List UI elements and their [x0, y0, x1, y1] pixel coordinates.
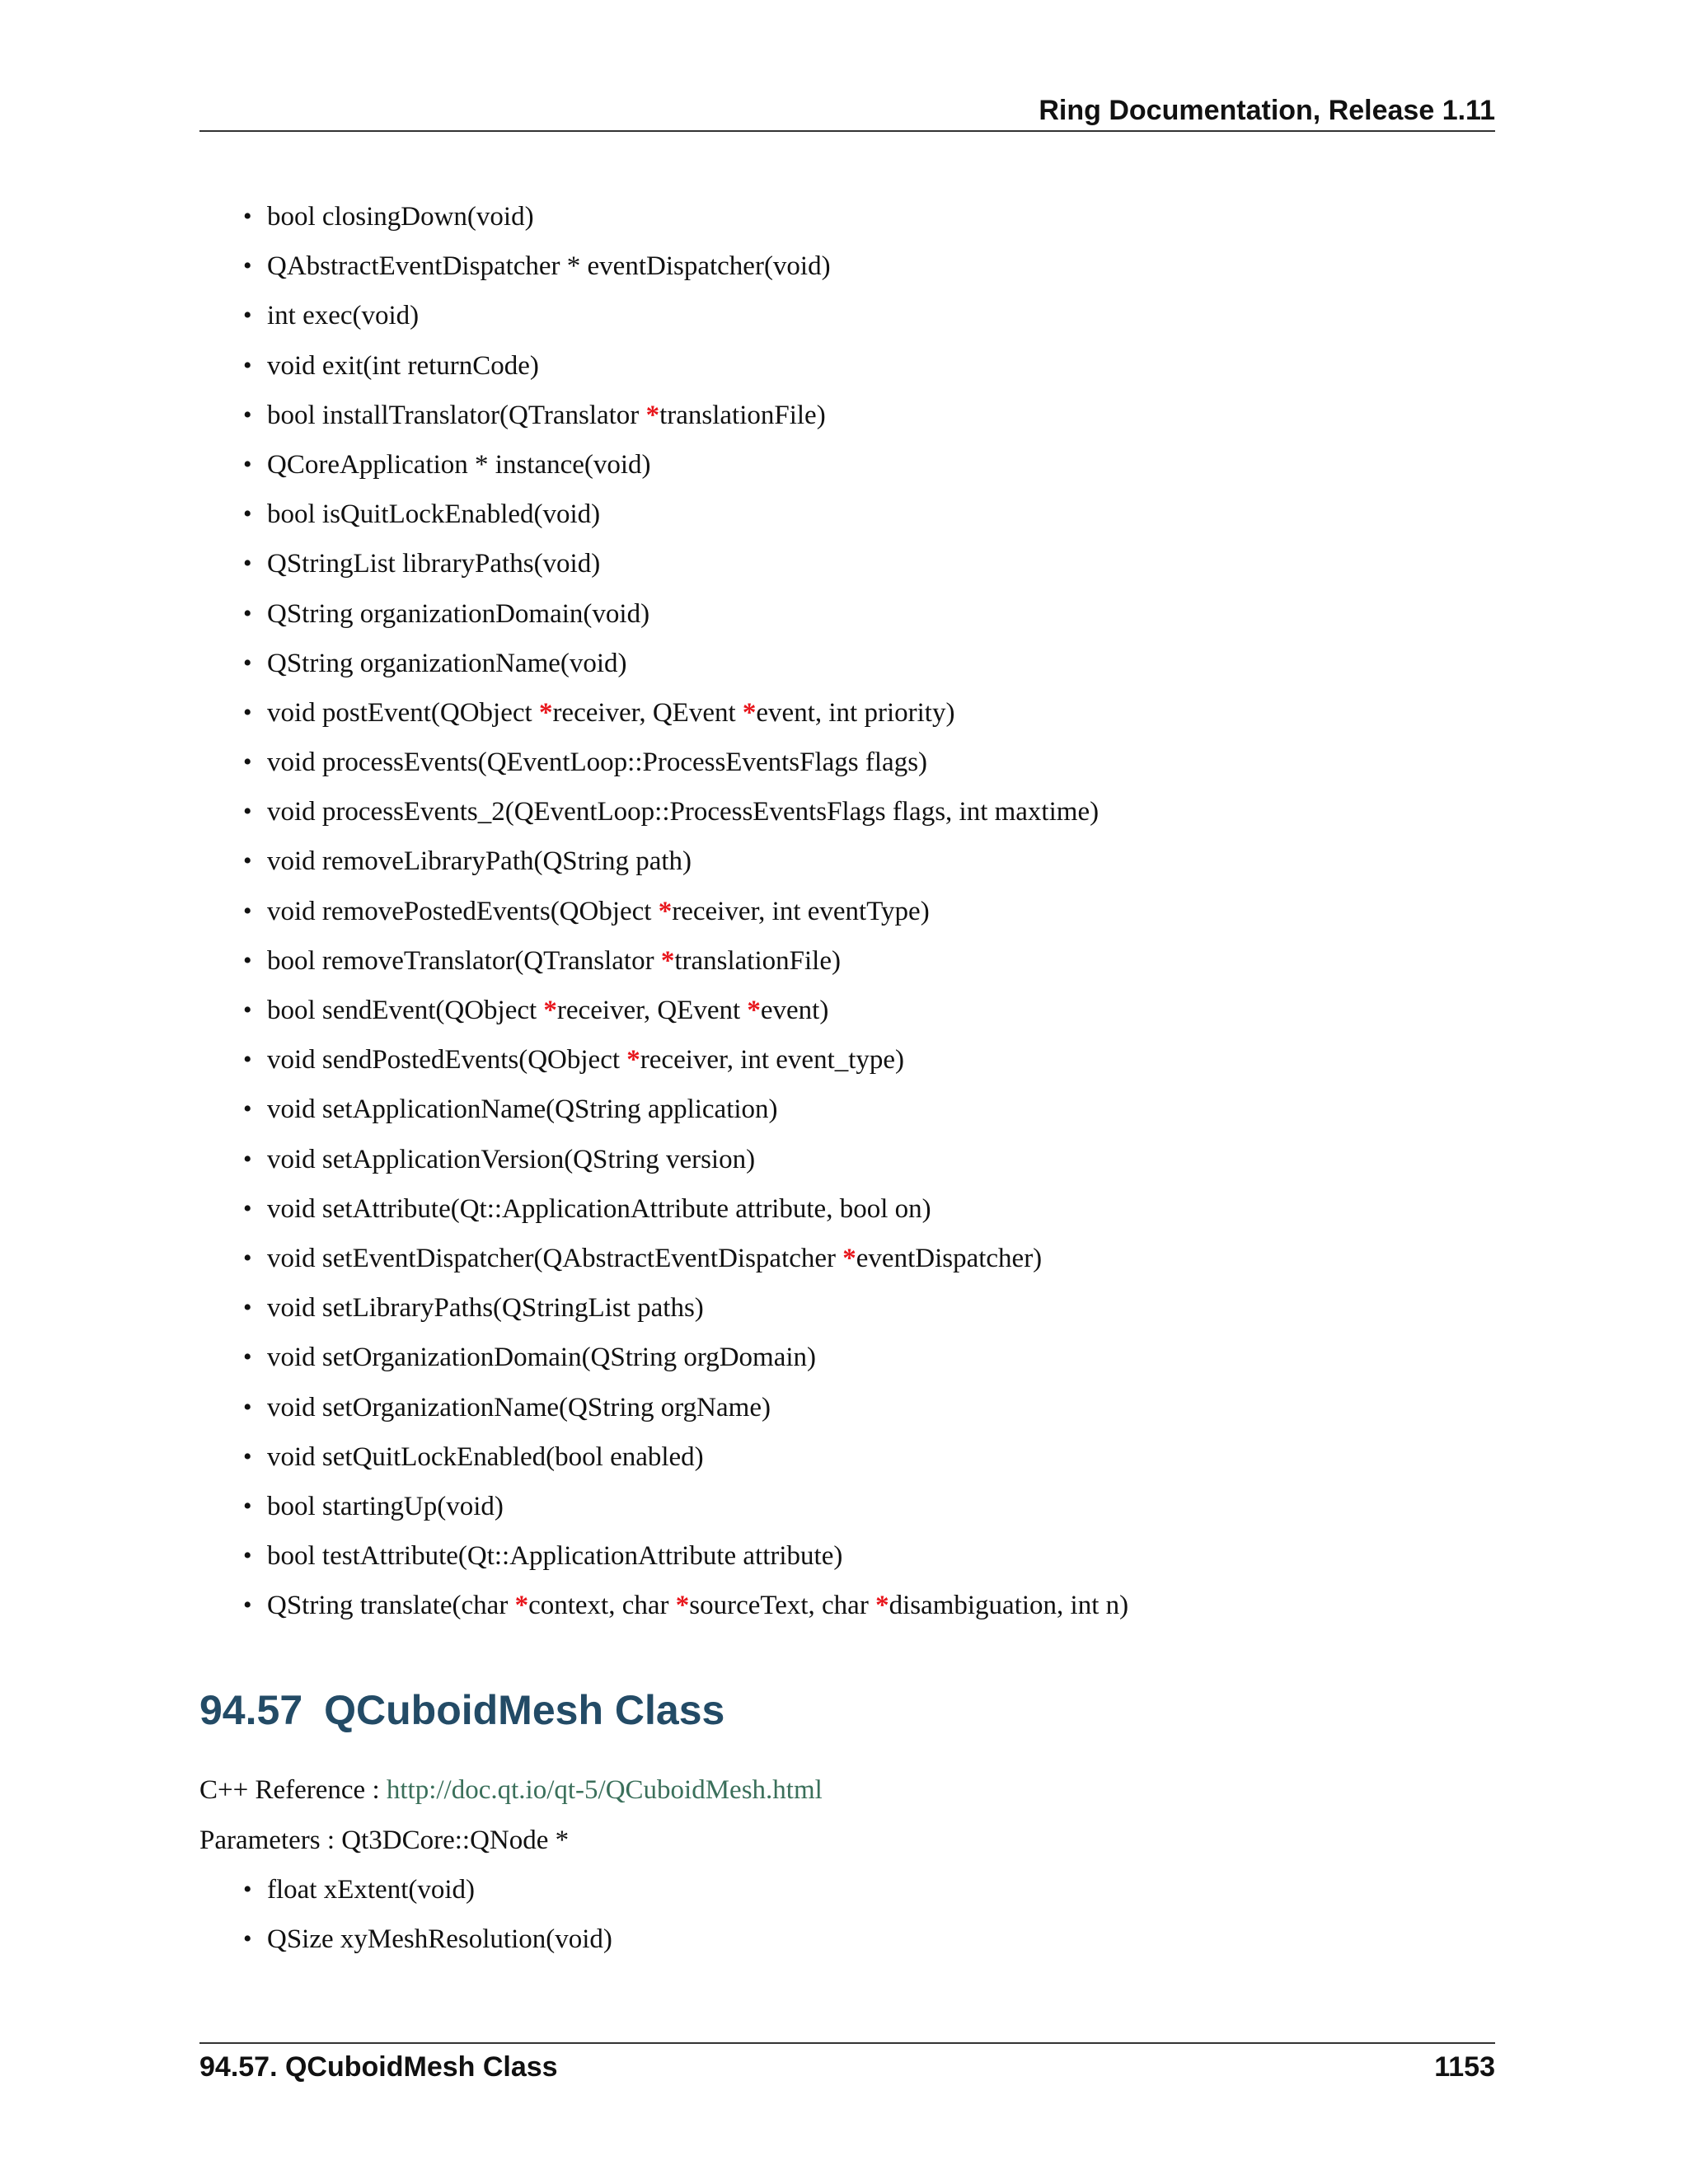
- method-signature-text: void setAttribute(Qt::ApplicationAttribute attribute, bool on): [267, 1193, 931, 1224]
- method-signature-text: QString translate(char: [267, 1591, 515, 1621]
- method-signature-text: disambiguation, int n): [889, 1591, 1129, 1621]
- footer-divider: [199, 2042, 1495, 2044]
- method-signature-text: void setEventDispatcher(QAbstractEventDispatcher: [267, 1243, 843, 1273]
- method-item: [239, 349, 1128, 382]
- method-signature-text: void setQuitLockEnabled(bool enabled): [267, 1441, 704, 1472]
- method-item: [239, 1873, 612, 1906]
- method-list-qcuboidmesh: [239, 1873, 612, 1972]
- pointer-star: *: [842, 1243, 856, 1273]
- method-item: [239, 1490, 1128, 1523]
- method-item: [239, 1093, 1128, 1126]
- method-item: [239, 1143, 1128, 1176]
- method-item: [239, 696, 1128, 729]
- method-signature-text: event, int priority): [756, 697, 955, 728]
- method-signature-text: receiver, int eventType): [672, 896, 930, 926]
- method-signature-text: eventDispatcher): [856, 1243, 1043, 1273]
- method-item: [239, 845, 1128, 878]
- method-signature-text: void removeLibraryPath(QString path): [267, 846, 692, 877]
- method-signature-text: receiver, QEvent: [556, 996, 748, 1025]
- method-signature-text: translationFile): [659, 400, 826, 430]
- pointer-star: *: [675, 1591, 690, 1621]
- page-number: 1153: [1434, 2051, 1495, 2083]
- method-signature-text: bool installTranslator(QTranslator: [267, 400, 646, 430]
- method-signature-text: float xExtent(void): [267, 1875, 476, 1905]
- pointer-star: *: [747, 996, 761, 1025]
- method-item: [239, 1540, 1128, 1572]
- method-signature-text: bool isQuitLockEnabled(void): [267, 499, 601, 530]
- method-item: [239, 498, 1128, 531]
- method-signature-text: void removePostedEvents(QObject: [267, 896, 659, 926]
- pointer-star: *: [875, 1591, 889, 1621]
- method-item: [239, 1923, 612, 1956]
- method-signature-text: bool sendEvent(QObject: [267, 996, 544, 1025]
- method-signature-text: bool testAttribute(Qt::ApplicationAttribute attribute): [267, 1541, 843, 1572]
- reference-link[interactable]: http://doc.qt.io/qt-5/QCuboidMesh.html: [386, 1775, 823, 1805]
- method-item: [239, 1341, 1128, 1374]
- method-signature-text: void postEvent(QObject: [267, 697, 539, 728]
- method-signature-text: void setOrganizationDomain(QString orgDomain): [267, 1343, 817, 1373]
- method-signature-text: translationFile): [674, 945, 841, 976]
- method-signature-text: QSize xyMeshResolution(void): [267, 1924, 612, 1955]
- method-signature-text: int exec(void): [267, 301, 420, 331]
- method-signature-text: bool removeTranslator(QTranslator: [267, 945, 661, 976]
- method-signature-text: receiver, int event_type): [640, 1045, 905, 1076]
- method-item: [239, 1043, 1128, 1076]
- method-item: [239, 299, 1128, 332]
- method-signature-text: QString organizationDomain(void): [267, 598, 650, 629]
- method-item: [239, 1291, 1128, 1324]
- method-signature-text: void sendPostedEvents(QObject: [267, 1045, 627, 1076]
- method-item: [239, 200, 1128, 233]
- method-signature-text: bool closingDown(void): [267, 202, 534, 232]
- method-signature-text: sourceText, char: [689, 1591, 876, 1621]
- method-signature-text: void setApplicationName(QString application): [267, 1094, 778, 1125]
- method-signature-text: void exit(int returnCode): [267, 350, 539, 381]
- method-signature-text: QAbstractEventDispatcher * eventDispatcher(void): [267, 251, 831, 282]
- pointer-star: *: [742, 697, 757, 728]
- method-item: [239, 1193, 1128, 1226]
- section-heading: [199, 1684, 724, 1736]
- method-item: [239, 944, 1128, 977]
- method-item: [239, 399, 1128, 432]
- method-item: [239, 1391, 1128, 1424]
- method-item: [239, 795, 1128, 828]
- method-item: [239, 647, 1128, 680]
- cpp-reference-line: [199, 1774, 823, 1807]
- pointer-star: *: [538, 697, 553, 728]
- running-header: Ring Documentation, Release 1.11: [1039, 95, 1495, 126]
- method-item: [239, 547, 1128, 580]
- parameters-line: Parameters : Qt3DCore::QNode *: [199, 1825, 570, 1855]
- method-signature-text: void processEvents_2(QEventLoop::ProcessEventsFlags flags, int maxtime): [267, 797, 1100, 827]
- method-item: [239, 1441, 1128, 1474]
- method-signature-text: bool startingUp(void): [267, 1491, 504, 1521]
- method-item: [239, 598, 1128, 630]
- section-number: 94.57: [199, 1687, 303, 1733]
- method-signature-text: event): [760, 996, 829, 1025]
- header-divider: [199, 130, 1495, 132]
- method-signature-text: receiver, QEvent: [552, 697, 743, 728]
- pointer-star: *: [626, 1045, 640, 1076]
- method-signature-text: void setLibraryPaths(QStringList paths): [267, 1293, 704, 1324]
- pointer-star: *: [658, 896, 673, 926]
- method-signature-text: void processEvents(QEventLoop::ProcessEventsFlags flags): [267, 748, 928, 778]
- method-signature-text: QCoreApplication * instance(void): [267, 449, 651, 480]
- method-signature-text: QString organizationName(void): [267, 648, 627, 678]
- method-signature-text: QStringList libraryPaths(void): [267, 549, 601, 579]
- method-item: [239, 746, 1128, 779]
- method-signature-text: void setApplicationVersion(QString version): [267, 1144, 756, 1174]
- pointer-star: *: [514, 1591, 529, 1621]
- section-title: QCuboidMesh Class: [324, 1687, 725, 1733]
- method-item: [239, 994, 1128, 1027]
- pointer-star: *: [645, 400, 660, 430]
- footer-section-label: 94.57. QCuboidMesh Class: [199, 2051, 558, 2083]
- pointer-star: *: [660, 945, 675, 976]
- method-item: [239, 1589, 1128, 1622]
- method-signature-text: context, char: [528, 1591, 676, 1621]
- pointer-star: *: [543, 996, 557, 1025]
- method-item: [239, 895, 1128, 928]
- method-item: [239, 250, 1128, 283]
- method-item: [239, 1242, 1128, 1275]
- method-list-qcoreapplication: [239, 200, 1128, 1638]
- method-item: [239, 448, 1128, 481]
- method-signature-text: void setOrganizationName(QString orgName): [267, 1392, 771, 1422]
- reference-label: C++ Reference :: [199, 1775, 387, 1805]
